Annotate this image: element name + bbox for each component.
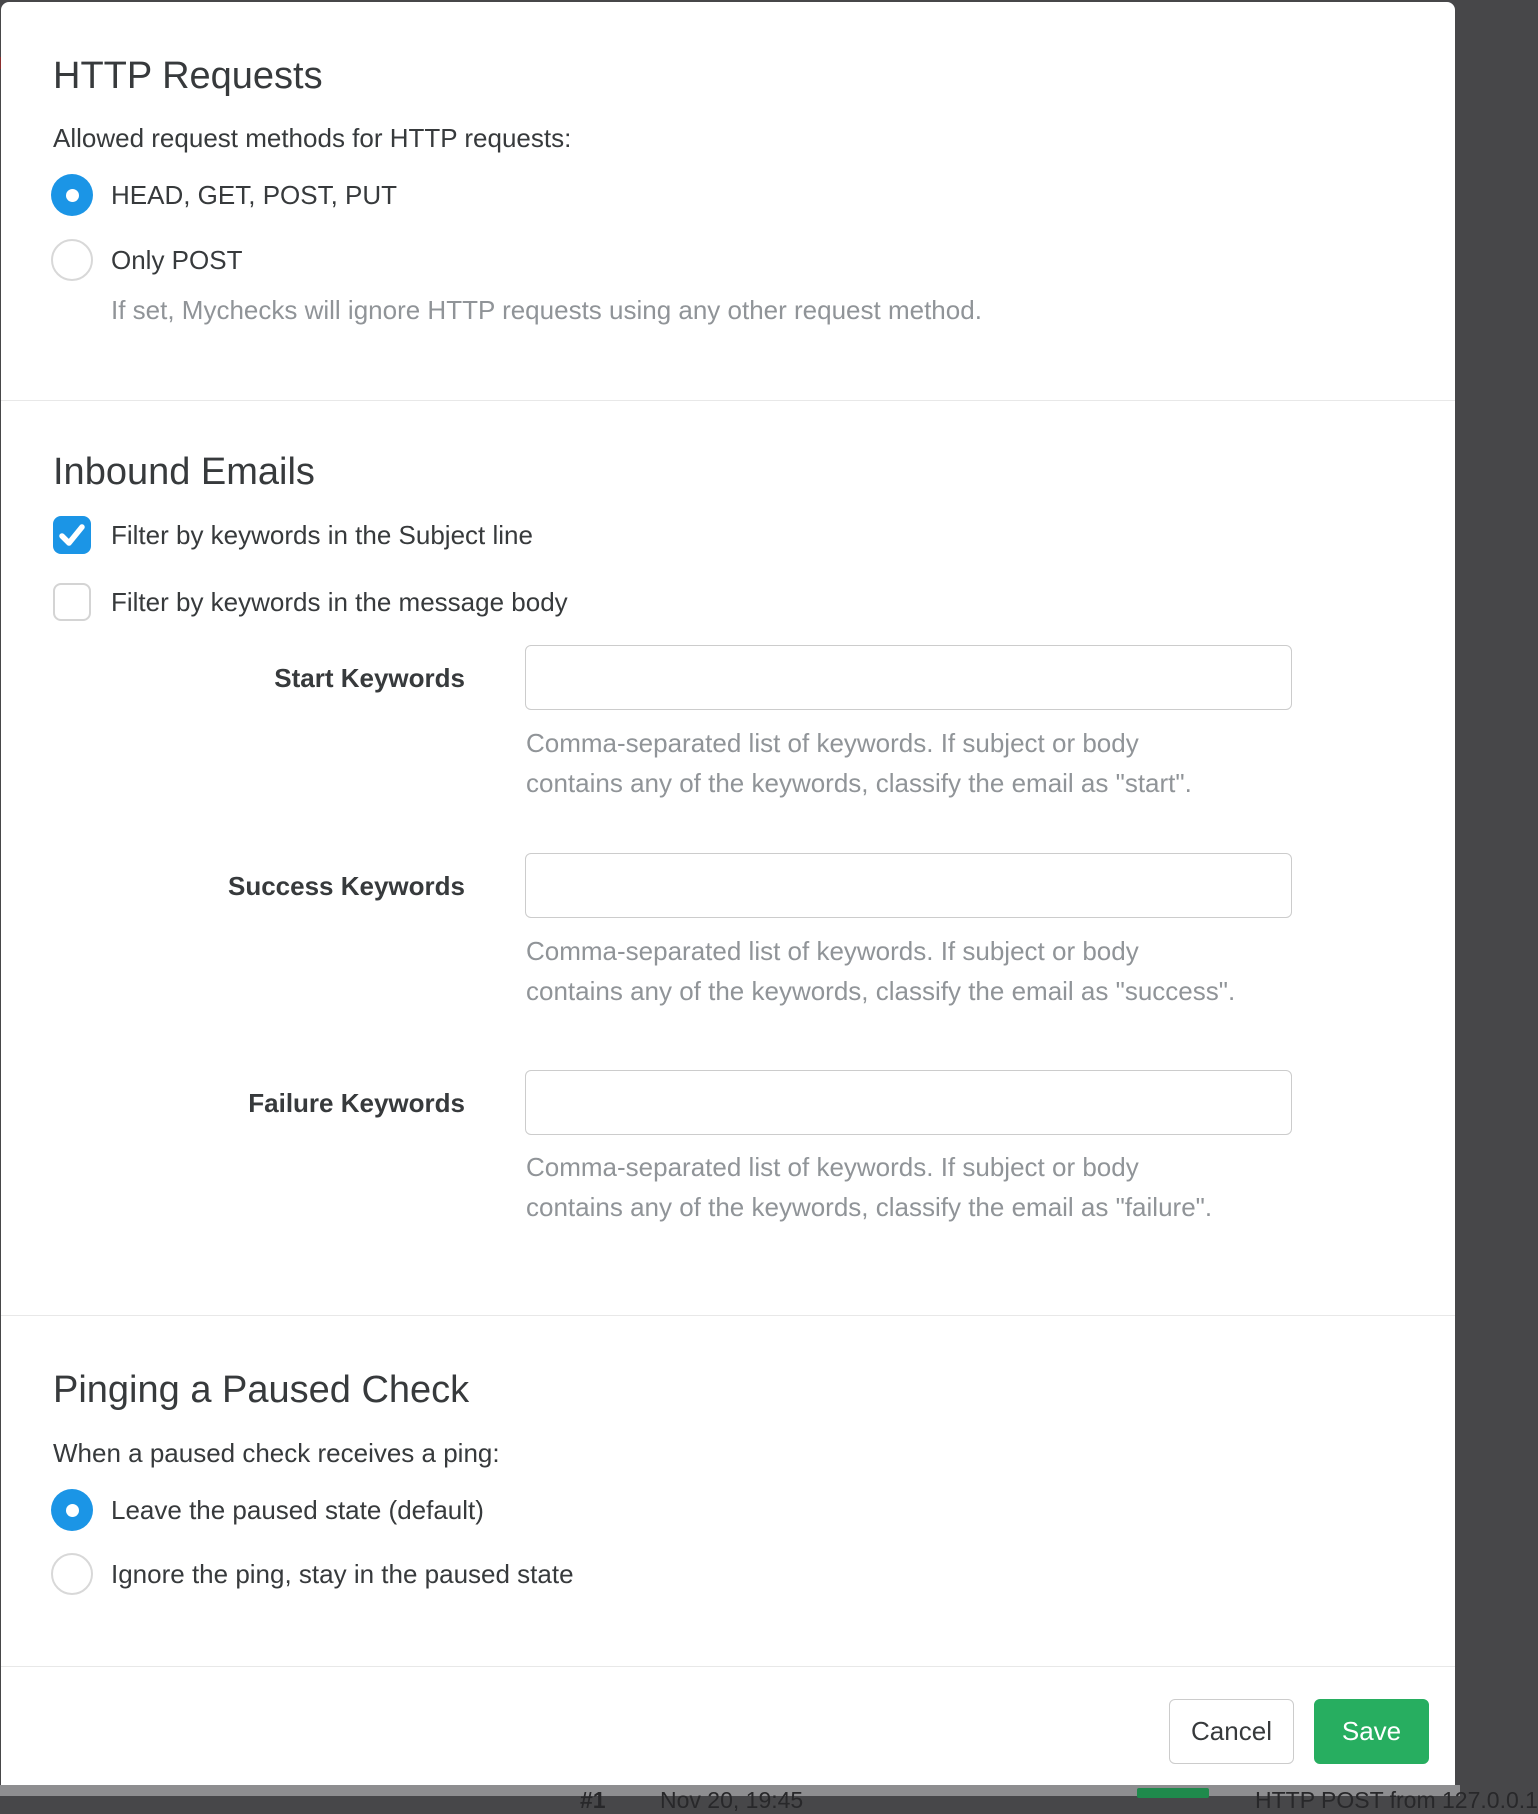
footer-divider (1, 1666, 1455, 1667)
radio-dot-icon (66, 189, 79, 202)
checkbox-filter-subject[interactable] (53, 516, 91, 554)
start-keywords-help (526, 723, 1192, 803)
checkbox-filter-subject-label[interactable]: Filter by keywords in the Subject line (111, 520, 533, 550)
save-button[interactable]: Save (1314, 1699, 1429, 1764)
check-icon (53, 516, 91, 554)
success-keywords-label: Success Keywords (227, 871, 465, 901)
radio-leave-paused-state[interactable] (51, 1489, 93, 1531)
radio-head-get-post-put[interactable] (51, 174, 93, 216)
section-title-inbound-emails: Inbound Emails (53, 451, 315, 493)
section-divider (1, 1315, 1455, 1316)
failure-keywords-label: Failure Keywords (248, 1088, 465, 1118)
filtering-rules-modal (1, 2, 1455, 1785)
section-title-http-requests: HTTP Requests (53, 55, 323, 97)
radio-ignore-ping[interactable] (51, 1553, 93, 1595)
checkbox-filter-body-label[interactable]: Filter by keywords in the message body (111, 587, 568, 617)
failure-keywords-input[interactable] (525, 1070, 1292, 1135)
radio-only-post[interactable] (51, 239, 93, 281)
success-keywords-input[interactable] (525, 853, 1292, 918)
checkbox-filter-body[interactable] (53, 583, 91, 621)
background-ping-method: HTTP POST from 127.0.0.1 (1255, 1787, 1538, 1813)
failure-keywords-help-line1: Comma-separated list of keywords. If subject or body (526, 1152, 1139, 1182)
radio-only-post-label[interactable]: Only POST (111, 245, 243, 275)
success-keywords-help (526, 931, 1235, 1011)
paused-subtitle: When a paused check receives a ping: (53, 1438, 500, 1468)
section-divider (1, 400, 1455, 401)
radio-head-get-post-put-label[interactable]: HEAD, GET, POST, PUT (111, 180, 398, 210)
success-keywords-help-line1: Comma-separated list of keywords. If subject or body (526, 936, 1139, 966)
start-keywords-help-line1: Comma-separated list of keywords. If subject or body (526, 728, 1139, 758)
start-keywords-input[interactable] (525, 645, 1292, 710)
radio-ignore-ping-label[interactable]: Ignore the ping, stay in the paused state (111, 1559, 574, 1589)
radio-dot-icon (66, 1504, 79, 1517)
success-keywords-help-line2: contains any of the keywords, classify the email as "success". (526, 976, 1236, 1006)
cancel-button[interactable]: Cancel (1169, 1699, 1294, 1764)
background-row-number: #1 (580, 1787, 606, 1813)
start-keywords-help-line2: contains any of the keywords, classify the email as "start". (526, 768, 1192, 798)
section-title-pinging-paused: Pinging a Paused Check (53, 1369, 470, 1411)
background-timestamp: Nov 20, 19:45 (660, 1787, 804, 1813)
background-table-sliver (0, 1785, 1538, 1813)
failure-keywords-help (526, 1147, 1212, 1227)
http-methods-help: If set, Mychecks will ignore HTTP requests using any other request method. (111, 295, 982, 325)
radio-leave-paused-state-label[interactable]: Leave the paused state (default) (111, 1495, 484, 1525)
start-keywords-label: Start Keywords (274, 663, 465, 693)
status-badge (1137, 1788, 1209, 1798)
failure-keywords-help-line2: contains any of the keywords, classify the email as "failure". (526, 1192, 1213, 1222)
http-methods-subtitle: Allowed request methods for HTTP requests: (53, 123, 572, 153)
